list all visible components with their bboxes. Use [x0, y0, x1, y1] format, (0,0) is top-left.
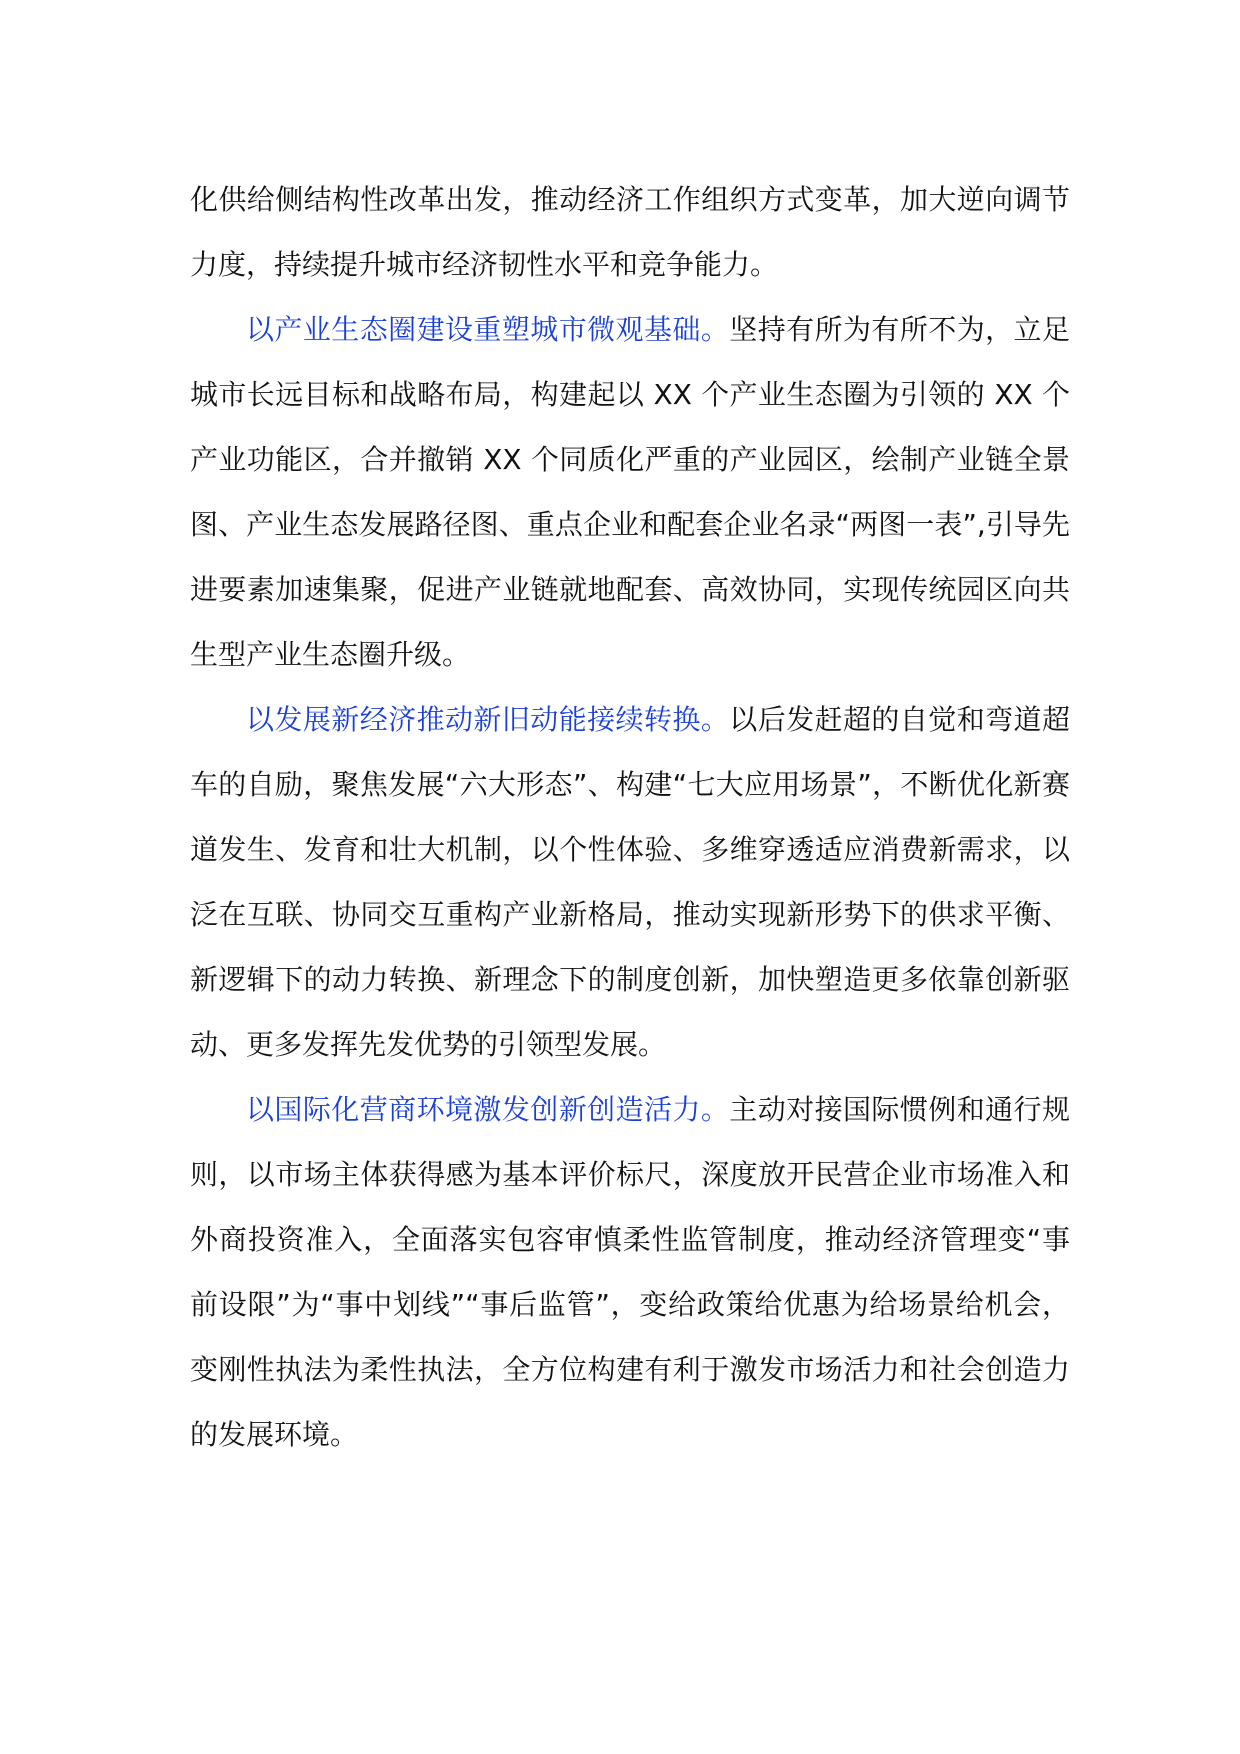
document-body	[190, 167, 1070, 1467]
paragraph-4	[190, 1077, 1070, 1467]
paragraph-4-text: 主动对接国际惯例和通行规则，以市场主体获得感为基本评价标尺，深度放开民营企业市场准入和外商投资准入，全面落实包容审慎柔性监管制度，推动经济管理变“事前设限”为“事中划线”“事后监管”，变给政策给优惠为给场景给机会，变刚性执法为柔性执法，全方位构建有利于激发市场活力和社会创造力的发展环境。	[190, 1093, 1070, 1451]
paragraph-2	[190, 297, 1070, 687]
paragraph-2-text: 坚持有所为有所不为，立足城市长远目标和战略布局，构建起以 XX 个产业生态圈为引领的 XX 个产业功能区，合并撤销 XX 个同质化严重的产业园区，绘制产业链全景图、产业生态发展路径图、重点企业和配套企业名录“两图一表”,引导先进要素加速集聚，促进产业链就地配套、高效协同，实现传统园区向共生型产业生态圈升级。	[190, 313, 1070, 671]
section-heading-business-environment: 以国际化营商环境激发创新创造活力。	[246, 1093, 730, 1126]
section-heading-new-economy: 以发展新经济推动新旧动能接续转换。	[246, 703, 730, 736]
paragraph-1	[190, 167, 1070, 297]
paragraph-3-text: 以后发赶超的自觉和弯道超车的自励，聚焦发展“六大形态”、构建“七大应用场景”，不断优化新赛道发生、发育和壮大机制，以个性体验、多维穿透适应消费新需求，以泛在互联、协同交互重构产业新格局，推动实现新形势下的供求平衡、新逻辑下的动力转换、新理念下的制度创新，加快塑造更多依靠创新驱动、更多发挥先发优势的引领型发展。	[190, 703, 1070, 1061]
section-heading-industrial-ecosystem: 以产业生态圈建设重塑城市微观基础。	[246, 313, 730, 346]
paragraph-1-text: 化供给侧结构性改革出发，推动经济工作组织方式变革，加大逆向调节力度，持续提升城市经济韧性水平和竞争能力。	[190, 183, 1070, 281]
paragraph-3	[190, 687, 1070, 1077]
